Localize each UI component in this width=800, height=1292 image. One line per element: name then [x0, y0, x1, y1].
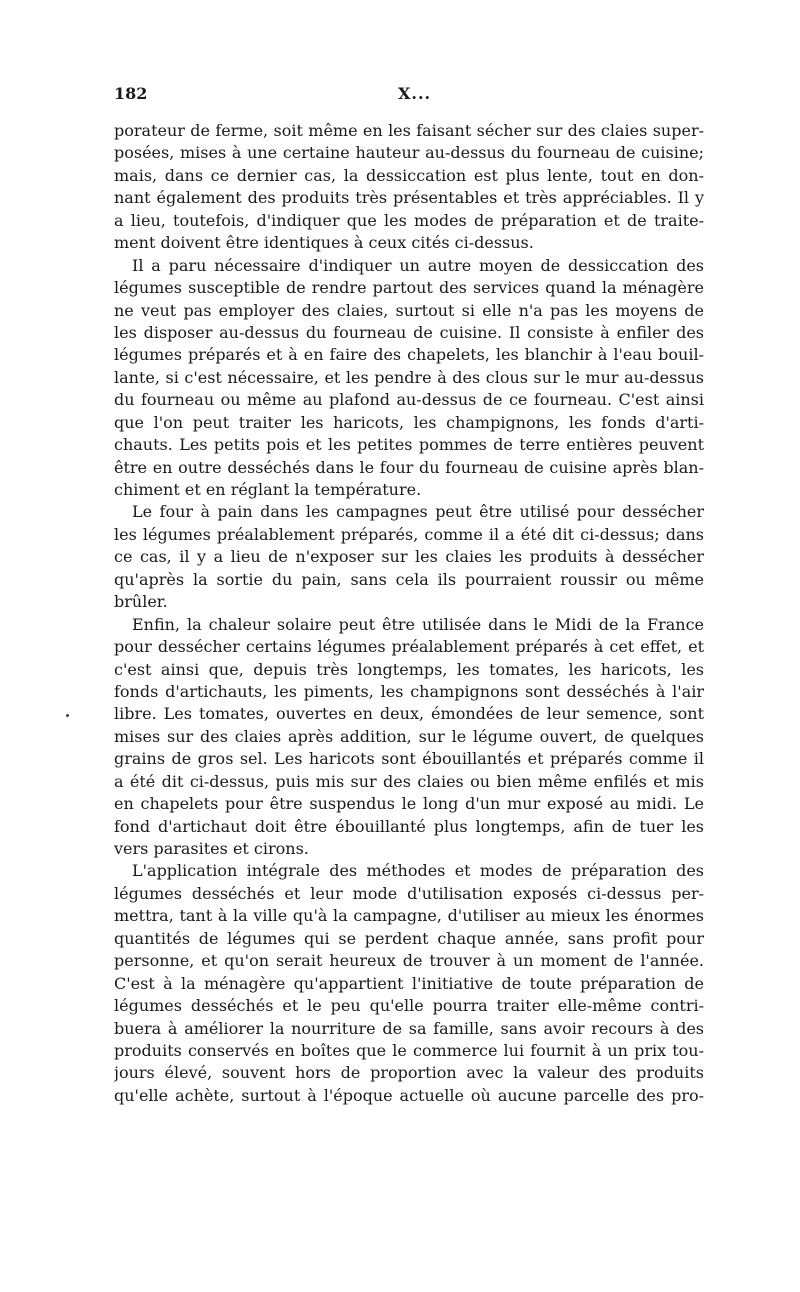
- text-line: nant également des produits très présentables et très appréciables. Il y: [114, 188, 704, 208]
- text-line: mettra, tant à la ville qu'à la campagne, d'utiliser au mieux les énormes: [114, 906, 704, 926]
- running-title: X...: [398, 84, 432, 103]
- text-line: Enfin, la chaleur solaire peut être utilisée dans le Midi de la France: [132, 614, 704, 634]
- text-line: mises sur des claies après addition, sur le légume ouvert, de quelques: [114, 726, 704, 746]
- text-line: fonds d'artichauts, les piments, les champignons sont desséchés à l'air: [114, 681, 704, 701]
- text-line: jours élevé, souvent hors de proportion avec la valeur des produits: [114, 1063, 704, 1083]
- text-line: a lieu, toutefois, d'indiquer que les modes de préparation et de traite-: [114, 210, 704, 230]
- running-head: [114, 84, 704, 108]
- text-line: porateur de ferme, soit même en les faisant sécher sur des claies super-: [114, 121, 704, 140]
- text-line: être en outre desséchés dans le four du fourneau de cuisine après blan-: [114, 457, 704, 477]
- text-line: produits conservés en boîtes que le commerce lui fournit à un prix tou-: [114, 1040, 704, 1060]
- text-line: légumes préparés et à en faire des chapelets, les blanchir à l'eau bouil-: [114, 345, 704, 365]
- text-line: ment doivent être identiques à ceux cités ci-dessus.: [114, 233, 534, 253]
- page-number: 182: [114, 84, 148, 103]
- text-line: du fourneau ou même au plafond au-dessus de ce fourneau. C'est ainsi: [114, 390, 704, 410]
- text-line: chauts. Les petits pois et les petites pommes de terre entières peuvent: [114, 435, 704, 455]
- text-line: que l'on peut traiter les haricots, les champignons, les fonds d'arti-: [114, 412, 704, 432]
- text-line: ne veut pas employer des claies, surtout si elle n'a pas les moyens de: [114, 300, 704, 320]
- text-line: C'est à la ménagère qu'appartient l'initiative de toute préparation de: [114, 973, 704, 993]
- text-line: libre. Les tomates, ouvertes en deux, émondées de leur semence, sont: [114, 704, 704, 724]
- text-line: lante, si c'est nécessaire, et les pendre à des clous sur le mur au-dessus: [114, 367, 704, 387]
- paragraph: [114, 860, 704, 1107]
- text-line: pour dessécher certains légumes préalablement préparés à cet effet, et: [114, 637, 704, 657]
- text-line: les légumes préalablement préparés, comme il a été dit ci-dessus; dans: [114, 524, 704, 544]
- text-line: buera à améliorer la nourriture de sa famille, sans avoir recours à des: [114, 1018, 704, 1038]
- text-line: personne, et qu'on serait heureux de trouver à un moment de l'année.: [114, 951, 704, 971]
- text-line: mais, dans ce dernier cas, la dessiccation est plus lente, tout en don-: [114, 165, 704, 185]
- margin-mark: [66, 714, 69, 717]
- text-line: grains de gros sel. Les haricots sont ébouillantés et préparés comme il: [114, 749, 704, 769]
- paragraph: [114, 501, 704, 613]
- text-line: en chapelets pour être suspendus le long d'un mur exposé au midi. Le: [114, 794, 704, 814]
- paragraph: [114, 120, 704, 255]
- text-line: a été dit ci-dessus, puis mis sur des claies ou bien même enfilés et mis: [114, 771, 704, 791]
- text-line: qu'elle achète, surtout à l'époque actuelle où aucune parcelle des pro-: [114, 1085, 704, 1105]
- paragraph: [114, 255, 704, 502]
- text-line: c'est ainsi que, depuis très longtemps, les tomates, les haricots, les: [114, 659, 704, 679]
- text-line: Il a paru nécessaire d'indiquer un autre moyen de dessiccation des: [132, 255, 704, 275]
- text-line: fond d'artichaut doit être ébouillanté plus longtemps, afin de tuer les: [114, 816, 704, 836]
- text-line: légumes desséchés et leur mode d'utilisation exposés ci-dessus per-: [114, 883, 704, 903]
- text-line: brûler.: [114, 592, 168, 612]
- text-line: quantités de légumes qui se perdent chaque année, sans profit pour: [114, 928, 704, 948]
- text-line: vers parasites et cirons.: [114, 839, 309, 858]
- text-line: chiment et en réglant la température.: [114, 480, 422, 499]
- paragraph: [114, 614, 704, 861]
- text-line: L'application intégrale des méthodes et modes de préparation des: [132, 861, 704, 881]
- text-line: légumes susceptible de rendre partout des services quand la ménagère: [114, 278, 704, 298]
- text-line: posées, mises à une certaine hauteur au-dessus du fourneau de cuisine;: [114, 143, 704, 163]
- text-line: ce cas, il y a lieu de n'exposer sur les claies les produits à dessécher: [114, 547, 704, 567]
- text-line: légumes desséchés et le peu qu'elle pourra traiter elle-même contri-: [114, 996, 704, 1016]
- body-text: [114, 120, 704, 1107]
- text-line: qu'après la sortie du pain, sans cela ils pourraient roussir ou même: [114, 569, 704, 589]
- text-line: Le four à pain dans les campagnes peut être utilisé pour dessécher: [132, 502, 704, 522]
- text-line: les disposer au-dessus du fourneau de cuisine. Il consiste à enfiler des: [114, 322, 704, 342]
